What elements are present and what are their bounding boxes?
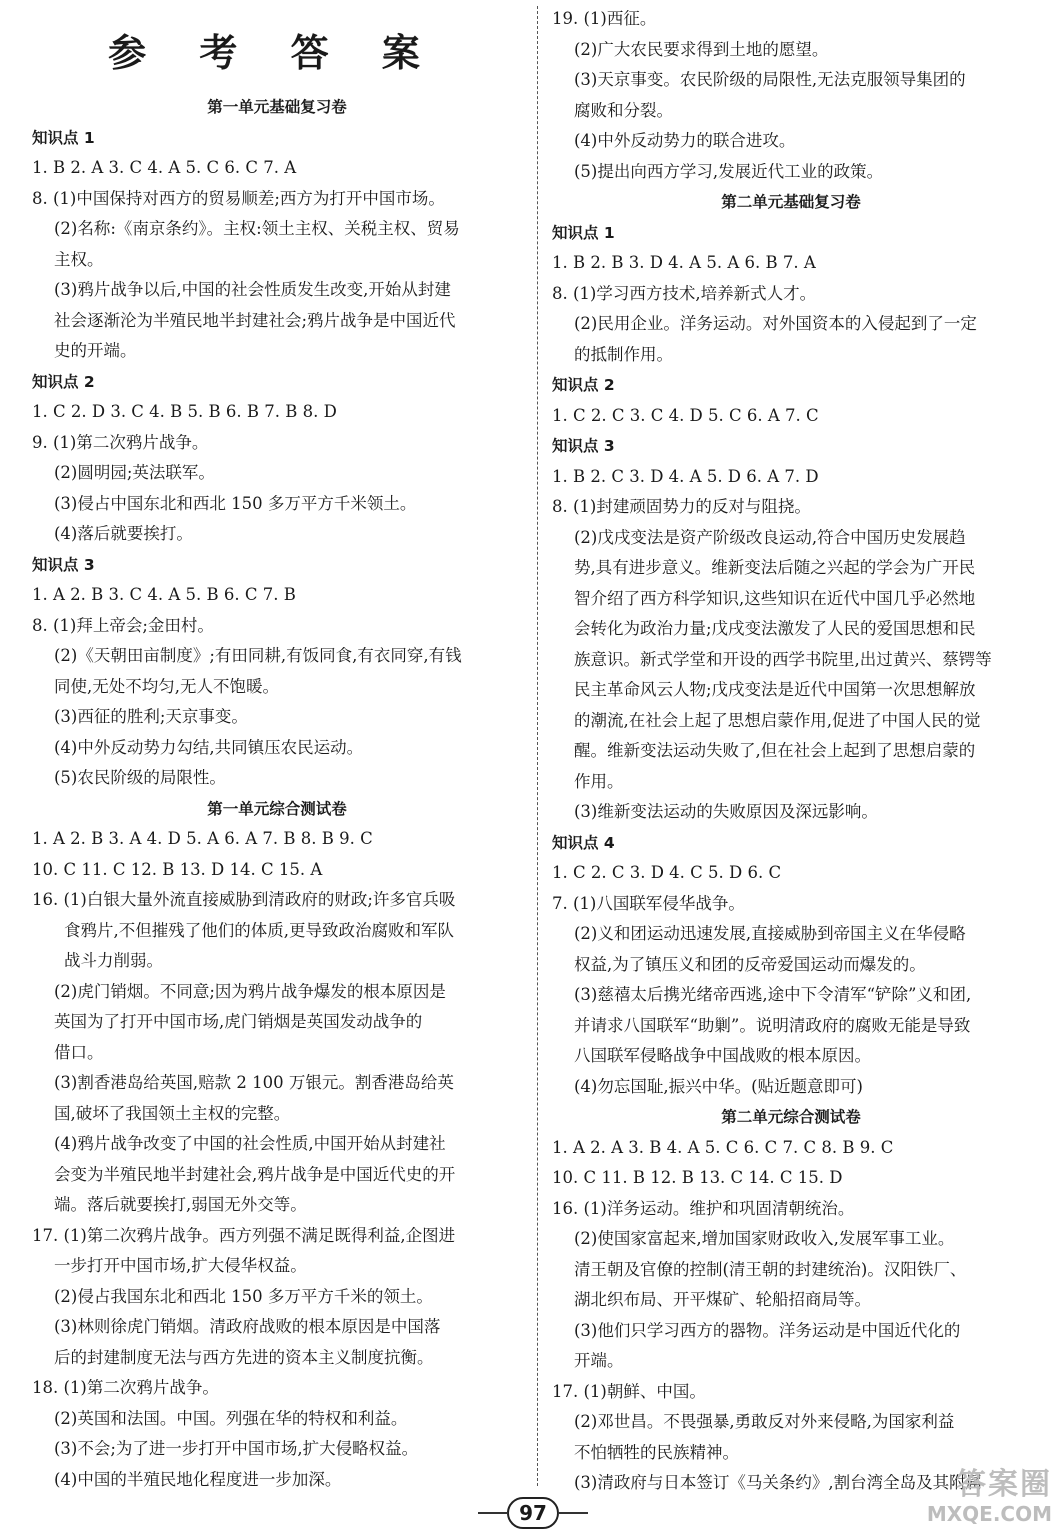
answer-line: 1. C 2. C 3. D 4. C 5. D 6. C bbox=[552, 863, 782, 882]
answer-line: (2)侵占我国东北和西北 150 多万平方千米的领土。 bbox=[54, 1286, 433, 1306]
answer-line: 清王朝及官僚的控制(清王朝的封建统治)。汉阳铁厂、 bbox=[574, 1259, 967, 1279]
answer-line: 18. (1)第二次鸦片战争。 bbox=[32, 1378, 219, 1397]
answer-line: 社会逐渐沦为半殖民地半封建社会;鸦片战争是中国近代 bbox=[54, 310, 456, 330]
answer-line: 7. (1)八国联军侵华战争。 bbox=[552, 893, 745, 913]
answer-line: 史的开端。 bbox=[54, 341, 137, 360]
answer-line: (3)天京事变。农民阶级的局限性,无法克服领导集团的 bbox=[574, 70, 966, 89]
answer-line: 1. C 2. C 3. C 4. D 5. C 6. A 7. C bbox=[552, 405, 819, 425]
answer-line: 主权。 bbox=[54, 249, 104, 269]
answer-line: (3)他们只学习西方的器物。洋务运动是中国近代化的 bbox=[574, 1320, 961, 1340]
answer-line: 会变为半殖民地半封建社会,鸦片战争是中国近代史的开 bbox=[54, 1164, 456, 1184]
answer-line: 8. (1)学习西方技术,培养新式人才。 bbox=[552, 283, 817, 303]
left-column bbox=[32, 92, 522, 1495]
watermark-top: 答案圈 bbox=[956, 1467, 1052, 1502]
watermark-bottom: MXQE.COM bbox=[926, 1502, 1052, 1526]
knowledge-point-heading: 知识点 4 bbox=[552, 833, 615, 852]
answer-line: (3)侵占中国东北和西北 150 多万平方千米领土。 bbox=[54, 493, 417, 513]
answer-line: 1. A 2. B 3. C 4. A 5. B 6. C 7. B bbox=[32, 585, 296, 604]
answer-line: (2)虎门销烟。不同意;因为鸦片战争爆发的根本原因是 bbox=[54, 981, 446, 1001]
answer-line: 族意识。新式学堂和开设的西学书院里,出过黄兴、蔡锷等 bbox=[574, 649, 992, 669]
footer-rule-left bbox=[478, 1512, 508, 1514]
section-heading: 第二单元基础复习卷 bbox=[721, 193, 861, 211]
answer-line: 17. (1)第二次鸦片战争。西方列强不满足既得利益,企图进 bbox=[32, 1225, 456, 1245]
section-heading: 第一单元综合测试卷 bbox=[207, 799, 347, 818]
answer-line: 8. (1)中国保持对西方的贸易顺差;西方为打开中国市场。 bbox=[32, 188, 445, 208]
answer-line: (2)戊戌变法是资产阶级改良运动,符合中国历史发展趋 bbox=[574, 527, 966, 547]
answer-line: 19. (1)西征。 bbox=[552, 9, 657, 28]
answer-line: (4)中国的半殖民地化程度进一步加深。 bbox=[54, 1469, 342, 1489]
answer-line: (3)慈禧太后携光绪帝西逃,途中下令清军“铲除”义和团, bbox=[574, 985, 972, 1004]
answer-line: (2)使国家富起来,增加国家财政收入,发展军事工业。 bbox=[574, 1229, 955, 1248]
answer-line: 不怕牺牲的民族精神。 bbox=[574, 1442, 739, 1462]
answer-line: 战斗力削弱。 bbox=[64, 951, 163, 970]
answer-line: (5)农民阶级的局限性。 bbox=[54, 768, 226, 787]
answer-line: 腐败和分裂。 bbox=[574, 100, 673, 120]
answer-line: 17. (1)朝鲜、中国。 bbox=[552, 1381, 706, 1401]
answer-line: (3)割香港岛给英国,赔款 2 100 万银元。割香港岛给英 bbox=[54, 1073, 454, 1092]
answer-line: (4)落后就要挨打。 bbox=[54, 524, 193, 543]
knowledge-point-heading: 知识点 1 bbox=[552, 223, 615, 242]
answer-line: 的潮流,在社会上起了思想启蒙作用,促进了中国人民的觉 bbox=[574, 710, 981, 730]
answer-line: (3)林则徐虎门销烟。清政府战败的根本原因是中国落 bbox=[54, 1317, 441, 1336]
answer-line: (4)鸦片战争改变了中国的社会性质,中国开始从封建社 bbox=[54, 1134, 446, 1153]
watermark-logo bbox=[902, 1468, 1052, 1532]
answer-line: 1. C 2. D 3. C 4. B 5. B 6. B 7. B 8. D bbox=[32, 402, 337, 421]
answer-line: 并请求八国联军“助剿”。说明清政府的腐败无能是导致 bbox=[574, 1015, 971, 1035]
answer-line: 8. (1)拜上帝会;金田村。 bbox=[32, 615, 214, 635]
answer-line: (3)维新变法运动的失败原因及深远影响。 bbox=[574, 802, 878, 821]
answer-line: 八国联军侵略战争中国战败的根本原因。 bbox=[574, 1046, 871, 1065]
answer-line: (2)义和团运动迅速发展,直接威胁到帝国主义在华侵略 bbox=[574, 924, 966, 943]
answer-line: (2)圆明园;英法联军。 bbox=[54, 463, 215, 482]
answer-line: 权益,为了镇压义和团的反帝爱国运动而爆发的。 bbox=[574, 954, 926, 974]
answer-line: (2)邓世昌。不畏强暴,勇敢反对外来侵略,为国家利益 bbox=[574, 1412, 955, 1431]
page-title: 参 考 答 案 bbox=[108, 31, 440, 75]
answer-line: 民主革命风云人物;戊戌变法是近代中国第一次思想解放 bbox=[574, 680, 976, 699]
answer-line: 食鸦片,不但摧残了他们的体质,更导致政治腐败和军队 bbox=[64, 920, 454, 940]
answer-line: 16. (1)白银大量外流直接威胁到清政府的财政;许多官兵吸 bbox=[32, 890, 456, 909]
answer-line: (3)西征的胜利;天京事变。 bbox=[54, 707, 248, 726]
answer-line: 后的封建制度无法与西方先进的资本主义制度抗衡。 bbox=[54, 1347, 434, 1367]
answer-line: (3)鸦片战争以后,中国的社会性质发生改变,开始从封建 bbox=[54, 280, 451, 299]
answer-line: (2)名称:《南京条约》。主权:领土主权、关税主权、贸易 bbox=[54, 219, 460, 238]
answer-line: (4)中外反动势力的联合进攻。 bbox=[574, 131, 796, 150]
answer-line: (3)清政府与日本签订《马关条约》,割台湾全岛及其附属 bbox=[574, 1473, 983, 1492]
answer-line: 9. (1)第二次鸦片战争。 bbox=[32, 432, 209, 452]
answer-line: 8. (1)封建顽固势力的反对与阻挠。 bbox=[552, 497, 811, 516]
answer-line: 10. C 11. B 12. B 13. C 14. C 15. D bbox=[552, 1168, 843, 1187]
knowledge-point-heading: 知识点 3 bbox=[552, 437, 615, 455]
answer-line: 国,破坏了我国领土主权的完整。 bbox=[54, 1103, 291, 1123]
answer-line: 开端。 bbox=[574, 1351, 624, 1370]
answer-line: 作用。 bbox=[574, 771, 624, 791]
answer-line: (2)广大农民要求得到土地的愿望。 bbox=[574, 39, 829, 59]
answer-line: 1. B 2. A 3. C 4. A 5. C 6. C 7. A bbox=[32, 158, 297, 177]
section-heading: 第一单元基础复习卷 bbox=[207, 98, 347, 116]
answer-line: 同使,无处不均匀,无人不饱暖。 bbox=[54, 676, 279, 696]
right-column bbox=[552, 4, 1030, 1499]
answer-line: (2)民用企业。洋务运动。对外国资本的入侵起到了一定 bbox=[574, 314, 977, 333]
footer-rule-right bbox=[558, 1512, 588, 1514]
answer-line: 端。落后就要挨打,弱国无外交等。 bbox=[54, 1195, 307, 1214]
answer-line: 醒。维新变法运动失败了,但在社会上起到了思想启蒙的 bbox=[574, 741, 976, 760]
knowledge-point-heading: 知识点 3 bbox=[32, 555, 95, 574]
answer-line: 的抵制作用。 bbox=[574, 344, 673, 364]
column-divider bbox=[537, 6, 538, 1486]
knowledge-point-heading: 知识点 1 bbox=[32, 128, 95, 147]
answer-line: (3)不会;为了进一步打开中国市场,扩大侵略权益。 bbox=[54, 1439, 419, 1458]
knowledge-point-heading: 知识点 2 bbox=[552, 376, 615, 394]
answer-line: (5)提出向西方学习,发展近代工业的政策。 bbox=[574, 161, 884, 181]
page-number: 97 bbox=[507, 1497, 559, 1529]
answer-line: (4)中外反动势力勾结,共同镇压农民运动。 bbox=[54, 737, 364, 757]
answer-line: (4)勿忘国耻,振兴中华。(贴近题意即可) bbox=[574, 1076, 863, 1096]
page-footer bbox=[478, 1496, 588, 1530]
answer-line: (2)英国和法国。中国。列强在华的特权和利益。 bbox=[54, 1408, 408, 1428]
answer-line: 1. A 2. B 3. A 4. D 5. A 6. A 7. B 8. B 9. C bbox=[32, 829, 373, 848]
answer-line: 1. A 2. A 3. B 4. A 5. C 6. C 7. C 8. B 9. C bbox=[552, 1137, 894, 1157]
answer-line: 16. (1)洋务运动。维护和巩固清朝统治。 bbox=[552, 1198, 855, 1218]
answer-line: 一步打开中国市场,扩大侵华权益。 bbox=[54, 1256, 307, 1275]
answer-line: 会转化为政治力量;戊戌变法激发了人民的爱国思想和民 bbox=[574, 619, 976, 638]
answer-line: 借口。 bbox=[54, 1042, 104, 1062]
answer-line: 10. C 11. C 12. B 13. D 14. C 15. A bbox=[32, 859, 323, 879]
answer-line: 势,具有进步意义。维新变法后随之兴起的学会为广开民 bbox=[574, 558, 976, 577]
knowledge-point-heading: 知识点 2 bbox=[32, 372, 95, 391]
answer-line: 智介绍了西方科学知识,这些知识在近代中国几乎必然地 bbox=[574, 588, 976, 608]
answer-line: (2)《天朝田亩制度》;有田同耕,有饭同食,有衣同穿,有钱 bbox=[54, 646, 462, 665]
answer-line: 1. B 2. C 3. D 4. A 5. D 6. A 7. D bbox=[552, 466, 819, 486]
answer-line: 英国为了打开中国市场,虎门销烟是英国发动战争的 bbox=[54, 1012, 423, 1031]
section-heading: 第二单元综合测试卷 bbox=[721, 1108, 861, 1126]
answer-line: 湖北织布局、开平煤矿、轮船招商局等。 bbox=[574, 1290, 871, 1309]
answer-line: 1. B 2. B 3. D 4. A 5. A 6. B 7. A bbox=[552, 253, 816, 272]
